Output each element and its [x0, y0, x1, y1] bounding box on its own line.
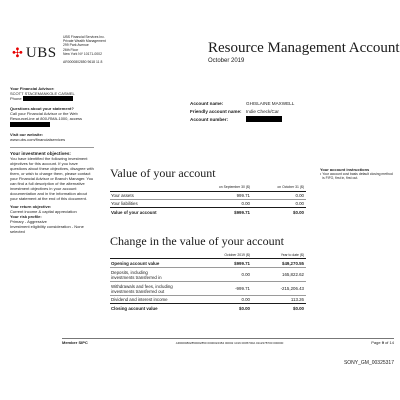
row-value: 0.00: [295, 201, 304, 206]
total-value: $999.71: [234, 210, 250, 215]
account-name-value: GHISLAINE MAXWELL: [246, 100, 295, 106]
firm-line: Private Wealth Management: [63, 39, 106, 44]
row-value: 0.00: [241, 272, 250, 277]
page-label: Page: [371, 340, 381, 345]
change-title: Change in the value of your account: [110, 234, 284, 248]
questions-text: Call your Financial Advisor or the Web ResourceLine at 800-RMA-1000, access: [10, 111, 83, 122]
account-info: [190, 99, 310, 123]
table-row: [110, 282, 306, 296]
doc-code: AR0000802850 9618 11 8: [63, 60, 103, 65]
firm-line: UBS Financial Services Inc.: [63, 35, 105, 39]
total-label: Value of your account: [111, 210, 157, 215]
change-col-ytd: Year to date ($): [280, 252, 304, 257]
row-label: Withdrawals and fees, including investments transferred out: [111, 283, 173, 294]
statement-title: Resource Management Account: [208, 40, 400, 56]
row-value: -999.71: [235, 286, 250, 291]
redaction-bar: [10, 122, 50, 127]
bates-number: SONY_GM_00325317: [343, 360, 394, 366]
objectives-heading: Your investment objectives:: [10, 150, 71, 156]
account-number-label: Account number:: [190, 116, 229, 122]
instructions-item: [320, 172, 394, 180]
row-value: $49,270.55: [282, 260, 304, 266]
redaction-bar: [23, 96, 73, 101]
row-value: 113.26: [290, 297, 304, 302]
row-label: Dividend and interest income: [111, 297, 168, 302]
page-of: of: [385, 340, 389, 345]
change-section: [110, 234, 306, 313]
row-value: $999.71: [234, 260, 250, 266]
footer: [62, 340, 394, 345]
account-instructions: [320, 168, 394, 181]
footer-code: AR0000802850002850 0000022384 00002 1016 0005700A 0112378700 000000: [175, 340, 284, 345]
row-value: 0.00: [241, 297, 250, 302]
objectives-text: You have identified the following investment objectives for this account. If you have questions about these objectives, disagree with them, or wish to change them, please contact your Financial Advisor or Branch Manager. You can find a full description of the alternative investment objectives in your account documentation and in the information about your statement at the end of this document.: [10, 155, 94, 201]
row-label: Closing account value: [111, 306, 158, 311]
row-value: -215,206.43: [280, 286, 304, 291]
value-table: [110, 184, 306, 217]
logo-text: UBS: [25, 45, 57, 61]
member-sipc: Member SIPC: [62, 340, 88, 345]
left-column: [10, 86, 94, 234]
table-row: [110, 268, 306, 282]
phone-label: Phone: [10, 96, 22, 101]
web-heading: Visit our website:: [10, 131, 44, 137]
table-row: [110, 200, 306, 208]
firm-line: New York NY 10171-0002: [63, 51, 102, 56]
value-section: [110, 166, 306, 217]
total-value: $0.00: [293, 210, 304, 215]
risk-heading: Your risk profile:: [10, 213, 42, 219]
return-heading: Your return objective:: [10, 203, 52, 209]
row-value: 0.00: [241, 201, 250, 206]
page-number: 9: [381, 340, 384, 345]
change-table: [110, 252, 306, 313]
advisor-phone: [10, 96, 94, 101]
ubs-keys-icon: ✣: [12, 46, 23, 61]
risk-text: Primary - Aggressive: [10, 218, 47, 224]
page-indicator: [371, 340, 394, 345]
bullet-icon: •: [320, 172, 322, 177]
row-label: Opening account value: [111, 260, 160, 266]
table-row: [110, 192, 306, 200]
value-col-oct: on October 31 ($): [277, 185, 304, 190]
advisor-name: SCOTT STACEMANKOLE CASMEL: [10, 91, 75, 96]
table-row: [110, 296, 306, 304]
return-text: Current income & capital appreciation: [10, 208, 77, 214]
redaction-bar: [246, 116, 282, 122]
row-value: 999.71: [236, 193, 250, 198]
questions-heading: Questions about your statement?: [10, 106, 74, 112]
change-header-row: [110, 252, 306, 259]
row-value: $0.00: [239, 306, 250, 311]
row-value: 165,822.62: [282, 272, 304, 277]
footer-divider: [62, 338, 394, 339]
ubs-logo: [12, 46, 57, 61]
row-label: Your assets: [111, 193, 134, 198]
friendly-name-label: Friendly account name:: [190, 108, 242, 114]
account-name-label: Account name:: [190, 100, 224, 106]
value-header-row: [110, 184, 306, 192]
eligibility-text: Investment eligibility consideration - None selected: [10, 223, 84, 234]
firm-line: 299 Park Avenue: [63, 43, 89, 48]
row-label: Deposits, including investments transferred in: [111, 269, 162, 280]
row-label: Your liabilities: [111, 201, 138, 206]
row-value: $0.00: [293, 306, 304, 311]
row-value: 0.00: [295, 193, 304, 198]
value-title: Value of your account: [110, 166, 216, 180]
friendly-name-value: Indie Check/Car: [246, 108, 279, 114]
advisor-heading: Your Financial Advisor:: [10, 86, 55, 91]
opening-row: [110, 259, 306, 268]
closing-row: [110, 304, 306, 313]
value-col-sep: on September 30 ($): [218, 185, 250, 190]
web-url[interactable]: www.ubs.com/financialservices: [10, 136, 66, 142]
objectives-block: [10, 147, 94, 234]
instructions-heading: Your account instructions: [320, 167, 370, 172]
change-col-month: October 2019 ($): [224, 252, 250, 257]
instructions-text: Your account cost basis default closing method is FIFO, first in, first out.: [322, 172, 393, 181]
value-total-row: [110, 208, 306, 217]
page-total: 14: [389, 340, 394, 345]
statement-period: October 2019: [208, 58, 245, 64]
firm-address: [63, 35, 173, 64]
firm-line: 26th Floor: [63, 47, 79, 52]
